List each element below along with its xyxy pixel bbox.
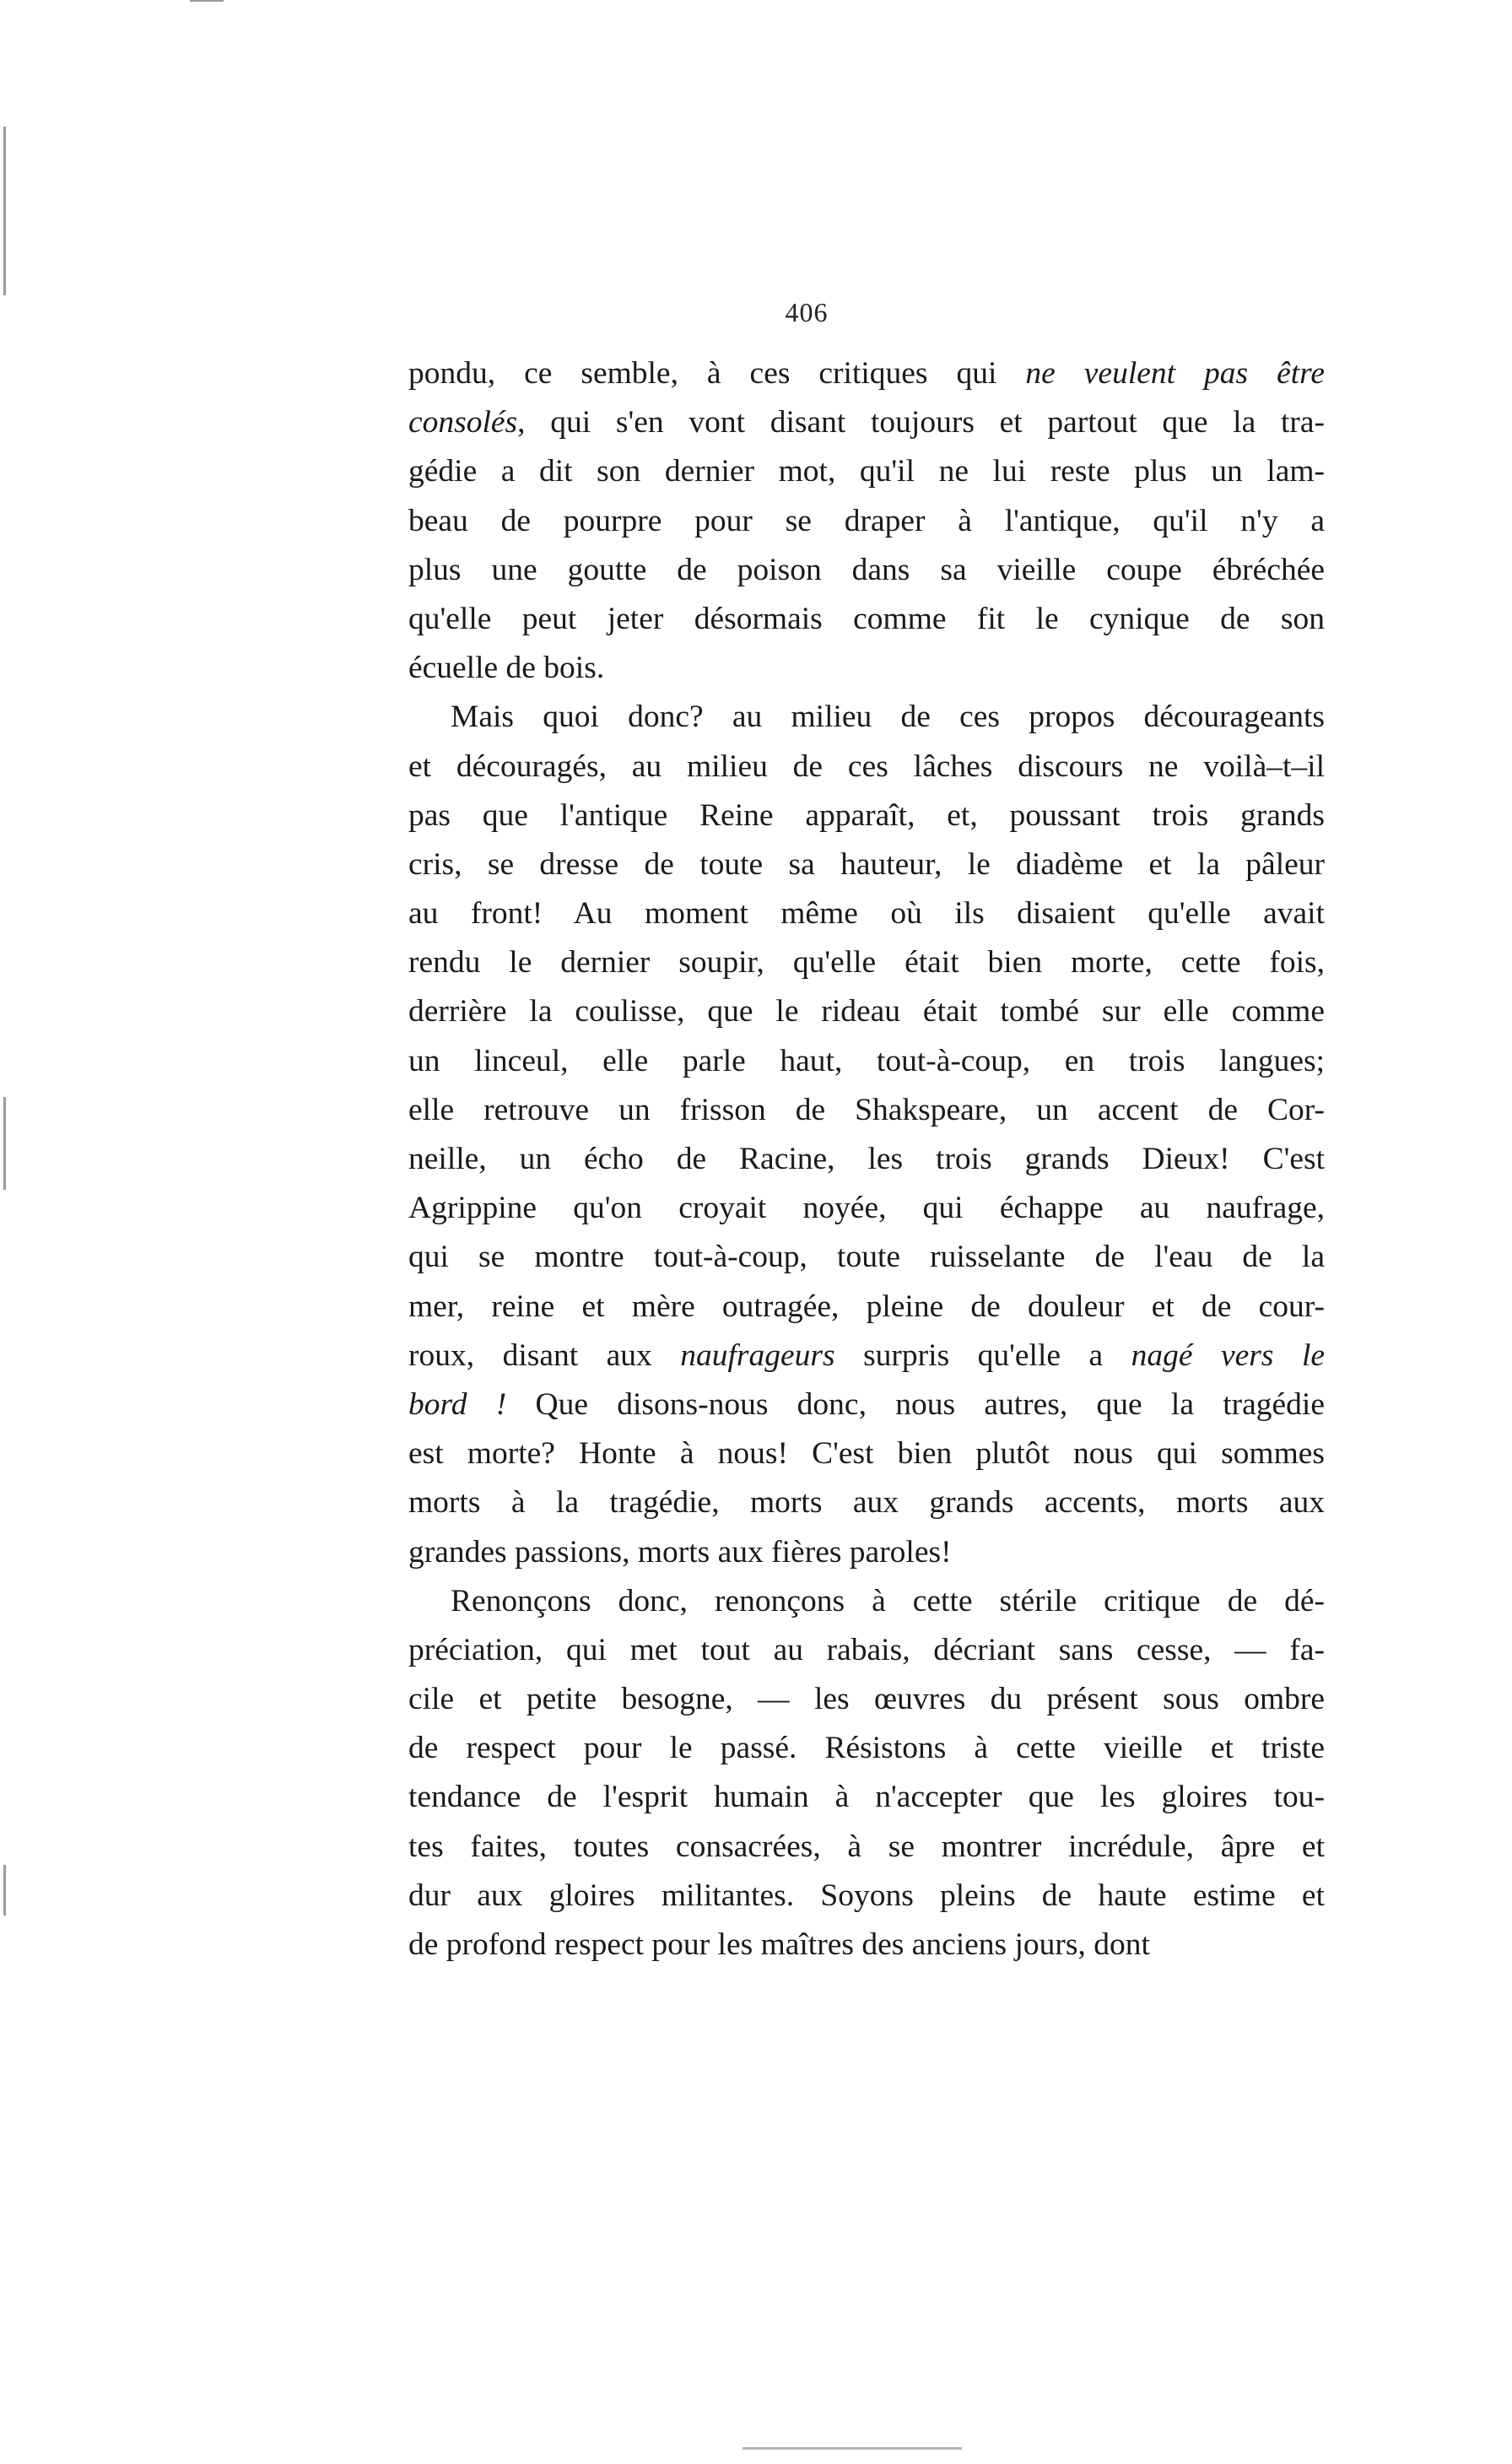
text-line xyxy=(408,1086,1325,1135)
text-segment: écuelle de bois. xyxy=(408,651,605,686)
text-line xyxy=(408,1478,1325,1527)
text-segment: de profond respect pour les maîtres des anciens jours, dont xyxy=(408,1927,1150,1962)
text-segment: mer, reine et mère outragée, pleine de douleur et de cour- xyxy=(408,1289,1325,1324)
text-segment: , qui s'en vont disant toujours et partout que la tra- xyxy=(517,405,1325,440)
text-segment: Que disons-nous donc, nous autres, que la tragédie xyxy=(506,1386,1325,1422)
text-segment: de respect pour le passé. Résistons à cette vieille et triste xyxy=(408,1731,1325,1766)
text-line xyxy=(408,1872,1325,1921)
text-line xyxy=(408,447,1325,496)
text-segment: est morte? Honte à nous! C'est bien plutôt nous qui sommes xyxy=(408,1436,1325,1472)
scan-edge-mark xyxy=(3,1097,6,1190)
text-line xyxy=(408,1675,1325,1724)
italic-text: consolés xyxy=(408,405,518,440)
text-segment: tendance de l'esprit humain à n'accepter que les gloires tou- xyxy=(408,1780,1325,1815)
italic-text: naufrageurs xyxy=(680,1337,835,1373)
text-segment: beau de pourpre pour se draper à l'antique, qu'il n'y a xyxy=(408,503,1325,538)
text-line xyxy=(408,1381,1325,1429)
text-line xyxy=(408,1135,1325,1184)
scan-edge-mark xyxy=(190,0,224,2)
text-line xyxy=(408,1429,1325,1478)
text-segment: roux, disant aux xyxy=(408,1337,681,1373)
text-segment: Renonçons donc, renonçons à cette stérile critique de dé- xyxy=(451,1583,1325,1618)
text-line xyxy=(408,1724,1325,1773)
text-segment: cile et petite besogne, — les œuvres du présent sous ombre xyxy=(408,1682,1325,1717)
bottom-rule xyxy=(742,2447,962,2450)
paragraph xyxy=(408,349,1325,693)
text-line xyxy=(408,1184,1325,1233)
text-line xyxy=(408,1626,1325,1675)
text-segment: au front! Au moment même où ils disaient qu'elle avait xyxy=(408,896,1325,932)
text-segment: grandes passions, morts aux fières paroles! xyxy=(408,1534,952,1570)
text-segment: Mais quoi donc? au milieu de ces propos décourageants xyxy=(451,700,1325,735)
text-segment: surpris qu'elle a xyxy=(834,1337,1131,1373)
text-line xyxy=(408,1332,1325,1381)
text-line xyxy=(408,497,1325,546)
text-line xyxy=(408,1577,1325,1626)
paragraph xyxy=(408,1577,1325,1970)
italic-text: bord ! xyxy=(408,1386,507,1422)
text-segment: derrière la coulisse, que le rideau était tombé sur elle comme xyxy=(408,994,1325,1029)
text-segment: un linceul, elle parle haut, tout-à-coup, en trois langues; xyxy=(408,1043,1325,1078)
paragraph xyxy=(408,693,1325,1576)
text-segment: rendu le dernier soupir, qu'elle était bien morte, cette fois, xyxy=(408,945,1325,981)
text-segment: cris, se dresse de toute sa hauteur, le diadème et la pâleur xyxy=(408,846,1325,882)
text-line xyxy=(408,792,1325,840)
text-line xyxy=(408,1283,1325,1332)
text-line xyxy=(408,349,1325,398)
text-line xyxy=(408,840,1325,889)
text-line xyxy=(408,398,1325,447)
text-line xyxy=(408,1823,1325,1872)
text-line xyxy=(408,546,1325,595)
text-segment: préciation, qui met tout au rabais, décriant sans cesse, — fa- xyxy=(408,1632,1325,1667)
text-segment: gédie a dit son dernier mot, qu'il ne lui reste plus un lam- xyxy=(408,454,1325,489)
body-text xyxy=(408,349,1325,1970)
text-line xyxy=(408,938,1325,987)
text-line xyxy=(408,595,1325,644)
text-segment: Agrippine qu'on croyait noyée, qui échappe au naufrage, xyxy=(408,1191,1325,1226)
text-segment: neille, un écho de Racine, les trois grands Dieux! C'est xyxy=(408,1142,1325,1176)
text-line xyxy=(408,743,1325,792)
text-segment: dur aux gloires militantes. Soyons pleins de haute estime et xyxy=(408,1878,1325,1913)
text-segment: pas que l'antique Reine apparaît, et, poussant trois grands xyxy=(408,797,1325,833)
text-line xyxy=(408,1528,1325,1577)
text-line xyxy=(408,1773,1325,1822)
text-segment: et découragés, au milieu de ces lâches discours ne voilà–t–il xyxy=(408,748,1325,784)
italic-text: nagé vers le xyxy=(1131,1337,1326,1373)
text-line xyxy=(408,1233,1325,1282)
text-line xyxy=(408,889,1325,938)
italic-text: ne veulent pas être xyxy=(1025,356,1325,391)
text-segment: qu'elle peut jeter désormais comme fit le cynique de son xyxy=(408,601,1325,636)
text-line xyxy=(408,644,1325,693)
text-segment: qui se montre tout-à-coup, toute ruisselante de l'eau de la xyxy=(408,1240,1325,1275)
text-line xyxy=(408,1921,1325,1970)
text-segment: plus une goutte de poison dans sa vieille coupe ébréchée xyxy=(408,552,1325,587)
text-line xyxy=(408,1037,1325,1086)
text-segment: elle retrouve un frisson de Shakspeare, un accent de Cor- xyxy=(408,1092,1325,1127)
text-segment: tes faites, toutes consacrées, à se montrer incrédule, âpre et xyxy=(408,1829,1325,1864)
scan-edge-mark xyxy=(3,127,6,295)
text-segment: morts à la tragédie, morts aux grands accents, morts aux xyxy=(408,1485,1325,1521)
scan-edge-mark xyxy=(3,1865,6,1916)
text-segment: pondu, ce semble, à ces critiques qui xyxy=(408,356,1026,391)
page-number: 406 xyxy=(785,297,829,327)
text-line xyxy=(408,987,1325,1036)
text-line xyxy=(408,693,1325,742)
